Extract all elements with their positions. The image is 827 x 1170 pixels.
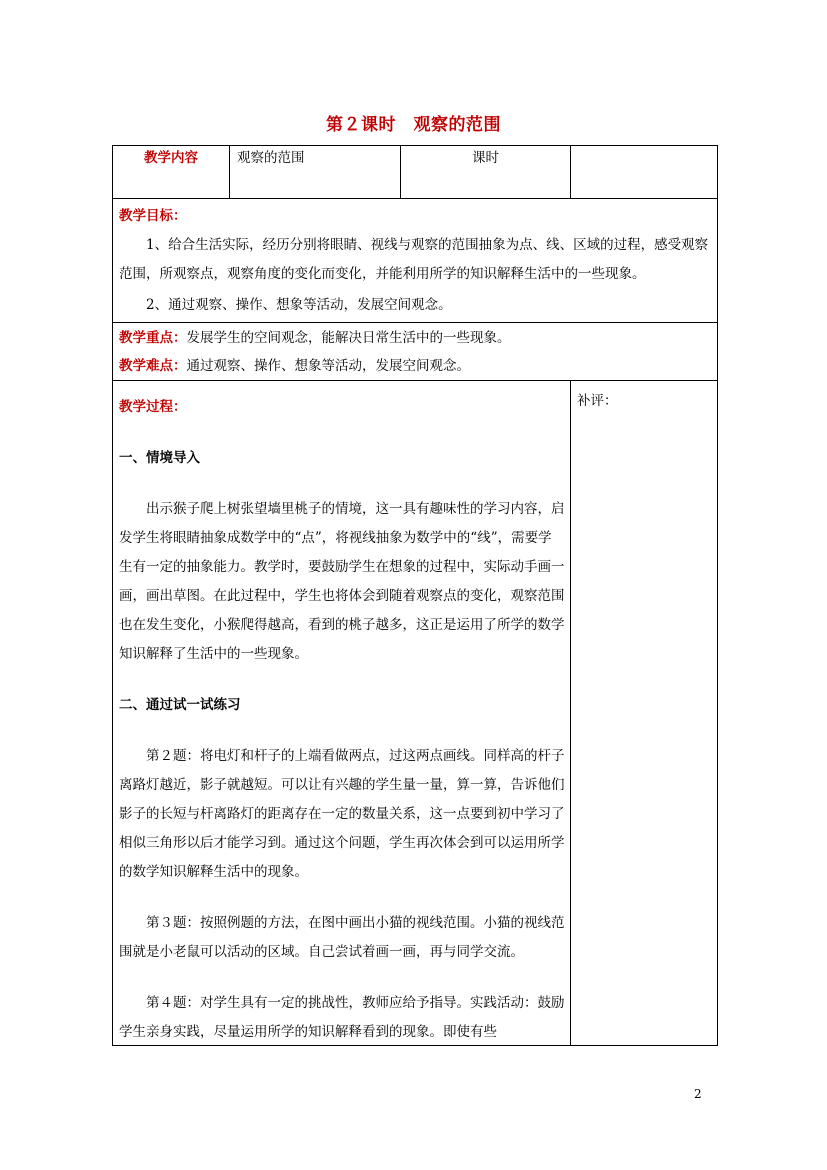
notes-label: 补评： — [577, 393, 618, 409]
process-cell — [113, 381, 571, 1046]
content-value: 观察的范围 — [237, 150, 305, 166]
objectives-cell — [113, 199, 718, 323]
difficulty-line — [119, 352, 712, 380]
objectives-label: 教学目标： — [119, 208, 187, 224]
key-points-cell — [113, 323, 718, 381]
objectives-row — [113, 199, 718, 323]
hours-label: 课时 — [472, 150, 499, 166]
section2-title: 二、通过试一试练习 — [119, 697, 241, 713]
header-row — [113, 146, 718, 199]
content-value-cell — [230, 146, 401, 199]
content-label: 教学内容 — [144, 150, 198, 166]
objective-item-1: 1、给合生活实际，经历分别将眼睛、视线与观察的范围抽象为点、线、区域的过程，感受观察范围，所观察点，观察角度的变化而变化，并能利用所学的知识解释生活中的一些现象。 — [119, 237, 709, 282]
notes-cell — [571, 381, 718, 1046]
lesson-plan-table — [112, 145, 718, 1046]
page-number: 2 — [694, 1087, 702, 1101]
difficulty-text: 通过观察、操作、想象等活动，发展空间观念。 — [186, 358, 470, 374]
hours-value-cell — [571, 146, 718, 199]
question2-text: 第２题：将电灯和杆子的上端看做两点，过这两点画线。同样高的杆子离路灯越近，影子就越短。可以让有兴趣的学生量一量，算一算，告诉他们影子的长短与杆离路灯的距离存在一定的数量关系，这一点要到初中学习了相似三角形以后才能学习到。通过这个问题，学生再次体会到可以运用所学的数学知识解释生活中的现象。 — [119, 748, 565, 880]
process-row — [113, 381, 718, 1046]
focus-label: 教学重点： — [119, 330, 187, 346]
difficulty-label: 教学难点： — [119, 358, 187, 374]
objective-item-2: 2、通过观察、操作、想象等活动，发展空间观念。 — [146, 297, 452, 313]
section1-text: 出示猴子爬上树张望墙里桃子的情境，这一具有趣味性的学习内容，启发学生将眼睛抽象成数学中的“点”，将视线抽象为数学中的“线”，需要学生有一定的抽象能力。教学时，要鼓励学生在想象的过程中，实际动手画一画，画出草图。在此过程中，学生也将体会到随着观察点的变化，观察范围也在发生变化，小猴爬得越高，看到的桃子越多，这正是运用了所学的数学知识解释了生活中的一些现象。 — [119, 501, 565, 662]
focus-text: 发展学生的空间观念，能解决日常生活中的一些现象。 — [186, 330, 511, 346]
hours-label-cell — [401, 146, 571, 199]
question3-text: 第３题：按照例题的方法，在图中画出小猫的视线范围。小猫的视线范围就是小老鼠可以活动的区域。自己尝试着画一画，再与同学交流。 — [119, 915, 565, 960]
focus-line — [119, 324, 712, 352]
question4-text: 第４题：对学生具有一定的挑战性，教师应给予指导。实践活动：鼓励学生亲身实践，尽量运用所学的知识解释看到的现象。即使有些 — [119, 995, 565, 1040]
content-label-cell — [113, 146, 230, 199]
page-title: 第２课时 观察的范围 — [326, 115, 501, 135]
process-label: 教学过程： — [119, 399, 187, 415]
section1-title: 一、情境导入 — [119, 450, 200, 466]
key-points-row — [113, 323, 718, 381]
